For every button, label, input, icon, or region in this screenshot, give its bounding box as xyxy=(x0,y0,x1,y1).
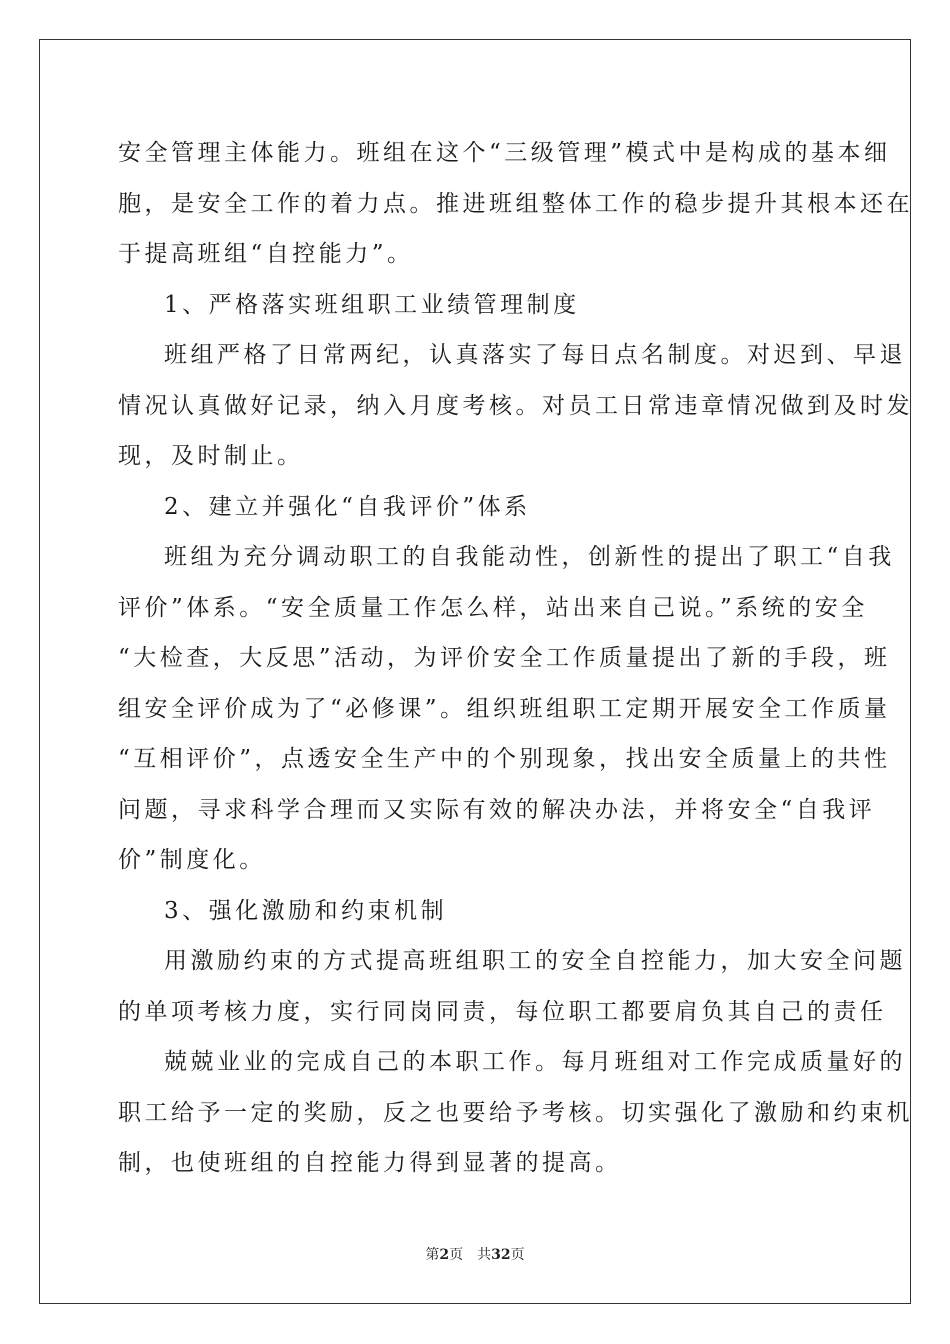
paragraph-line: “互相评价”，点透安全生产中的个别现象，找出安全质量上的共性 xyxy=(118,746,891,772)
paragraph-line: 现，及时制止。 xyxy=(118,443,304,469)
page-suffix: 页 xyxy=(449,1247,464,1263)
total-prefix: 共 xyxy=(477,1247,492,1263)
paragraph-line: 组安全评价成为了“必修课”。组织班组职工定期开展安全工作质量 xyxy=(118,695,891,722)
total-suffix: 页 xyxy=(510,1247,525,1263)
document-body xyxy=(118,128,913,1189)
section-heading: 3、强化激励和约束机制 xyxy=(164,897,448,924)
paragraph-line: 职工给予一定的奖励，反之也要给予考核。切实强化了激励和约束机 xyxy=(118,1099,913,1126)
paragraph-line: 班组严格了日常两纪，认真落实了每日点名制度。对迟到、早退 xyxy=(164,342,906,368)
paragraph-line: 问题，寻求科学合理而又实际有效的解决办法，并将安全“自我评 xyxy=(118,796,876,823)
paragraph-line: 价”制度化。 xyxy=(118,847,266,873)
paragraph-line: “大检查，大反思”活动，为评价安全工作质量提出了新的手段，班 xyxy=(118,645,891,671)
section-heading: 1、严格落实班组职工业绩管理制度 xyxy=(164,291,580,318)
page-footer xyxy=(0,1244,950,1264)
page-number: 2 xyxy=(439,1247,450,1263)
paragraph-line: 制，也使班组的自控能力得到显著的提高。 xyxy=(118,1150,622,1176)
paragraph-line: 情况认真做好记录，纳入月度考核。对员工日常违章情况做到及时发 xyxy=(118,392,913,419)
paragraph-line: 用激励约束的方式提高班组职工的安全自控能力，加大安全问题 xyxy=(164,948,906,974)
page-prefix: 第 xyxy=(425,1247,440,1263)
paragraph-line: 安全管理主体能力。班组在这个“三级管理”模式中是构成的基本细 xyxy=(118,140,891,166)
paragraph-line: 胞，是安全工作的着力点。推进班组整体工作的稳步提升其根本还在 xyxy=(118,190,913,217)
paragraph-line: 班组为充分调动职工的自我能动性，创新性的提出了职工“自我 xyxy=(164,544,895,570)
paragraph-line: 兢兢业业的完成自己的本职工作。每月班组对工作完成质量好的 xyxy=(164,1049,906,1075)
total-pages: 32 xyxy=(491,1247,511,1263)
section-heading: 2、建立并强化“自我评价”体系 xyxy=(164,493,531,520)
paragraph-line: 评价”体系。“安全质量工作怎么样，站出来自己说。”系统的安全 xyxy=(118,594,868,621)
paragraph-line: 于提高班组“自控能力”。 xyxy=(118,241,414,267)
paragraph-line: 的单项考核力度，实行同岗同责，每位职工都要肩负其自己的责任 xyxy=(118,998,887,1025)
